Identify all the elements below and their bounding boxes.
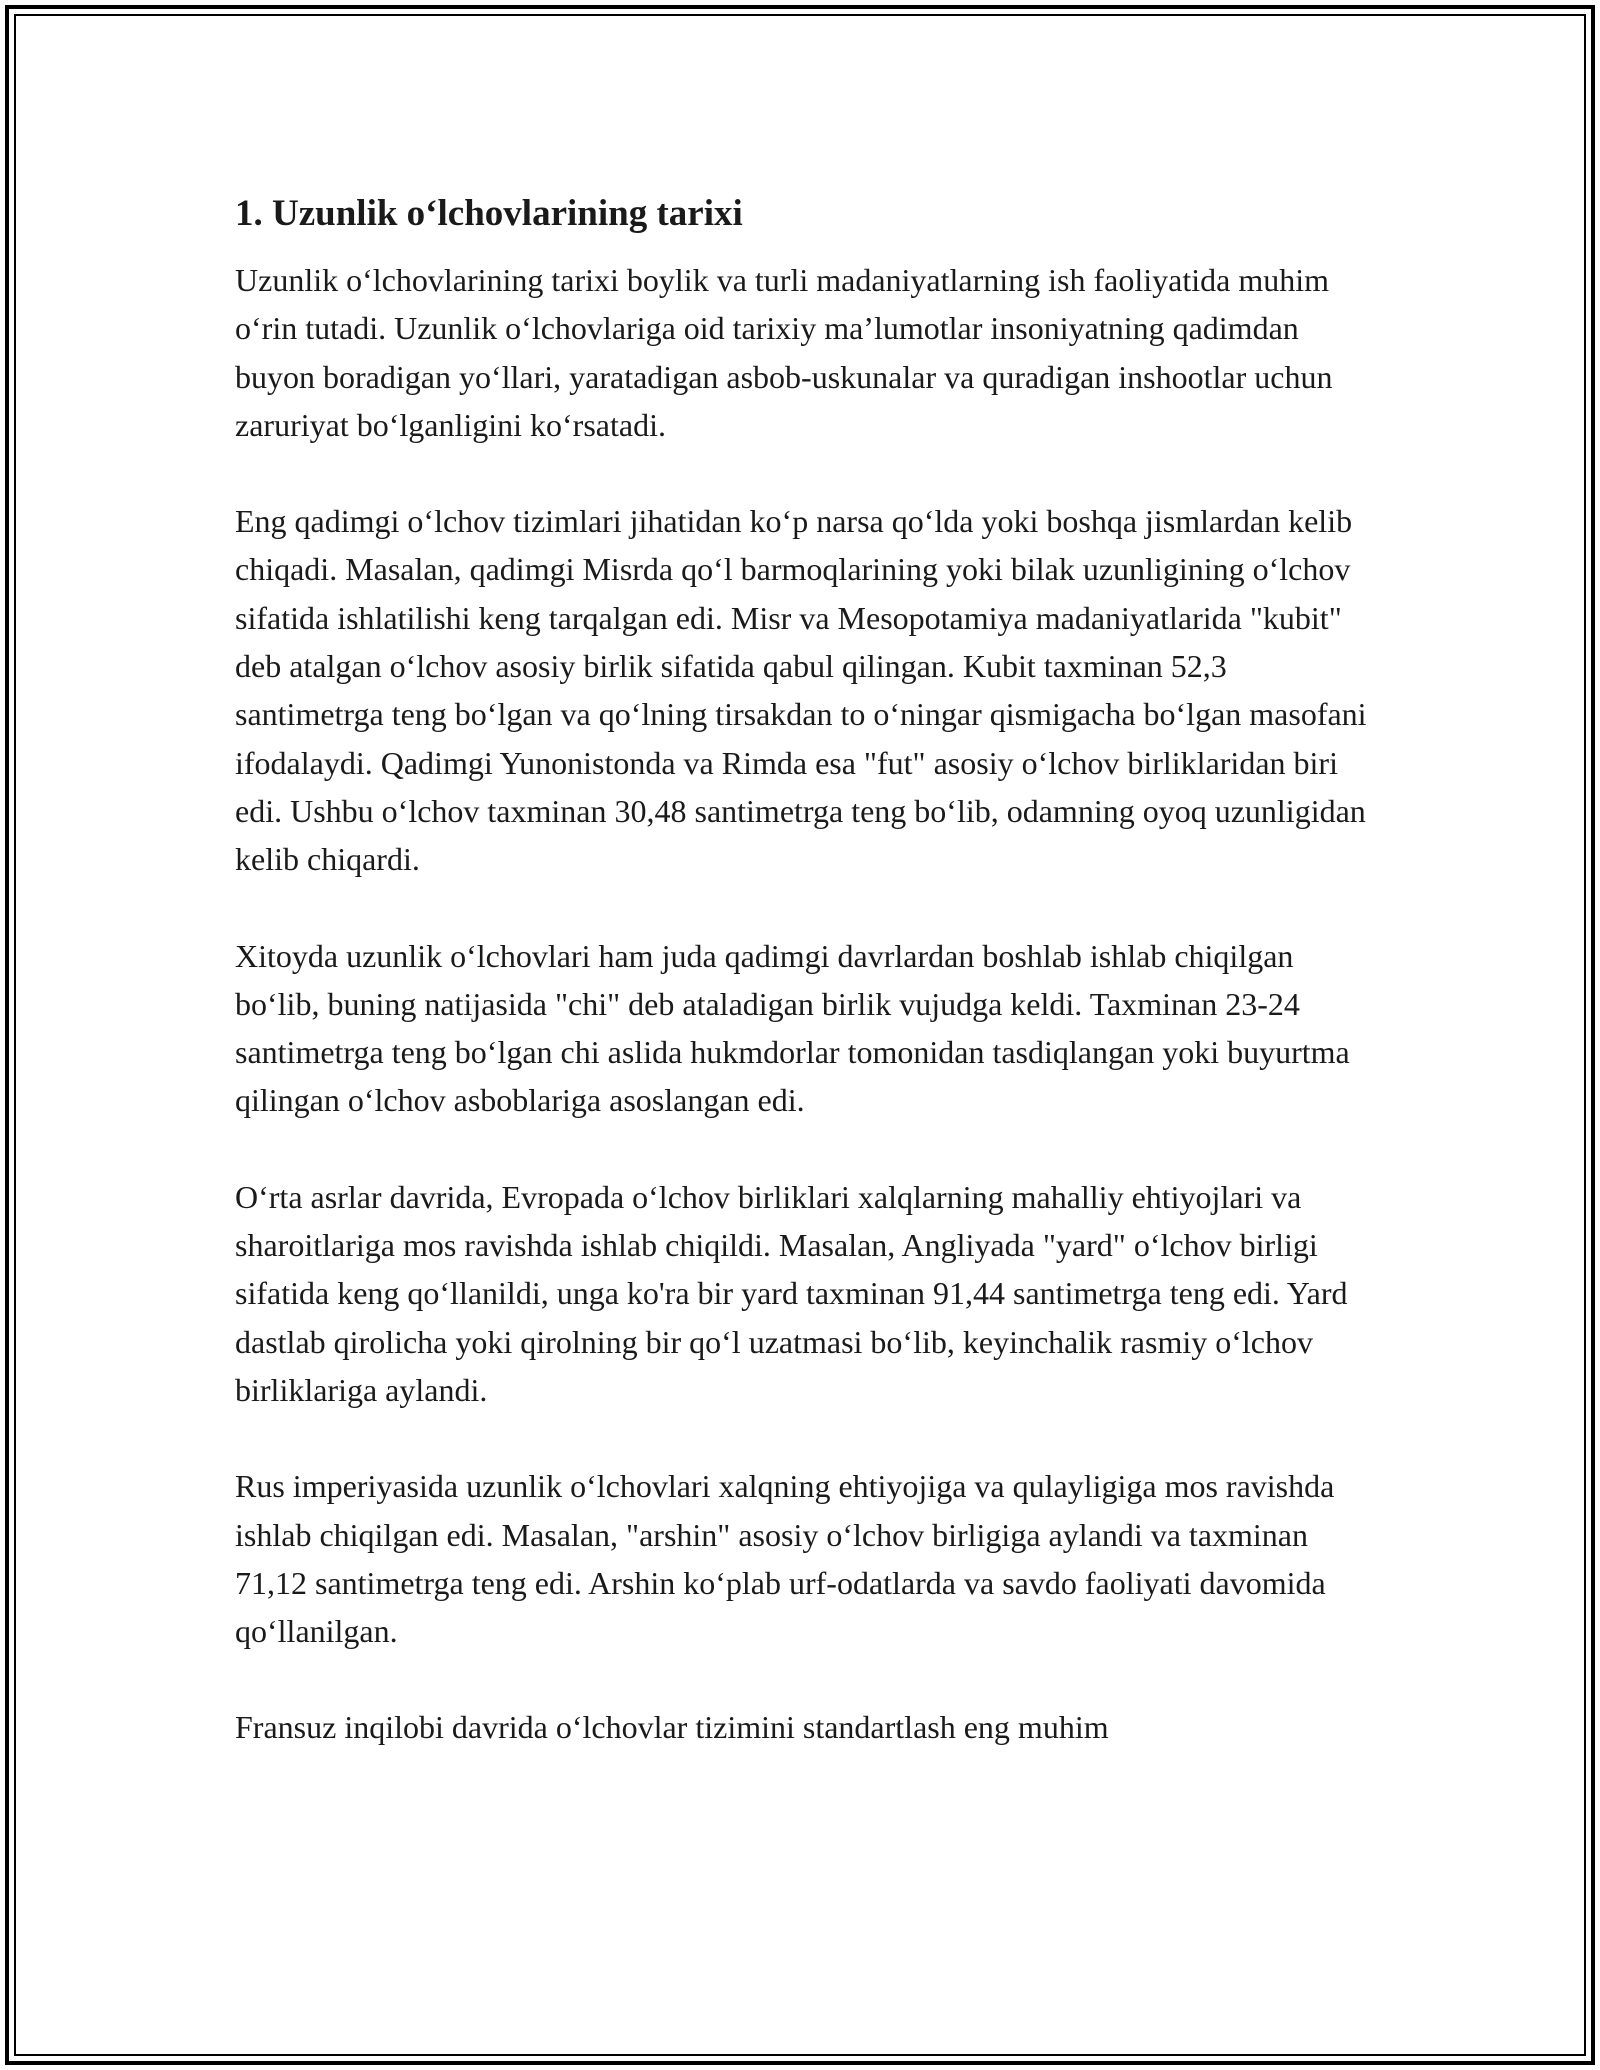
paragraph-french-revolution: Fransuz inqilobi davrida o‘lchovlar tizimini standartlash eng muhim [235, 1709, 1109, 1746]
paragraph-ancient-systems: Eng qadimgi o‘lchov tizimlari jihatidan ko‘p narsa qo‘lda yoki boshqa jismlardan kelib chiqadi. Masalan, qadimgi Misrda qo‘l barmoqlarining yoki bilak uzunligining o‘lchov sifatida ishlatilishi keng tarqalgan edi. Misr va Mesopotamiya madaniyatlarida "kubit" deb atalgan o‘lchov asosiy birlik sifatida qabul qilingan. Kubit taxminan 52,3 santimetrga teng bo‘lgan va qo‘lning tirsakdan to o‘ningar qismigacha bo‘lgan masofani ifodalaydi. Qadimgi Yunonistonda va Rimda esa "fut" asosiy o‘lchov birliklaridan biri edi. Ushbu o‘lchov taxminan 30,48 santimetrga teng bo‘lib, odamning oyoq uzunligidan kelib chiqardi. [235, 503, 1367, 878]
paragraph-intro: Uzunlik o‘lchovlarining tarixi boylik va turli madaniyatlarning ish faoliyatida muhim o‘rin tutadi. Uzunlik o‘lchovlariga oid tarixiy ma’lumotlar insoniyatning qadimdan buyon boradigan yo‘llari, yaratadigan asbob-uskunalar va quradigan inshootlar uchun zaruriyat bo‘lganligini ko‘rsatadi. [235, 262, 1333, 443]
paragraph-russia: Rus imperiyasida uzunlik o‘lchovlari xalqning ehtiyojiga va qulayligiga mos ravishda ishlab chiqilgan edi. Masalan, "arshin" asosiy o‘lchov birligiga aylandi va taxminan 71,12 santimetrga teng edi. Arshin ko‘plab urf-odatlarda va savdo faoliyati davomida qo‘llanilgan. [235, 1468, 1335, 1650]
paragraph-china: Xitoyda uzunlik o‘lchovlari ham juda qadimgi davrlardan boshlab ishlab chiqilgan bo‘lib, buning natijasida "chi" deb ataladigan birlik vujudga keldi. Taxminan 23-24 santimetrga teng bo‘lgan chi aslida hukmdorlar tomonidan tasdiqlangan yoki buyurtma qilingan o‘lchov asboblariga asoslangan edi. [235, 937, 1350, 1119]
section-heading: 1. Uzunlik o‘lchovlarining tarixi [235, 193, 743, 234]
paragraph-middle-ages: O‘rta asrlar davrida, Evropada o‘lchov birliklari xalqlarning mahalliy ehtiyojlari va sharoitlariga mos ravishda ishlab chiqildi. Masalan, Angliyada "yard" o‘lchov birligi sifatida keng qo‘llanildi, unga ko'ra bir yard taxminan 91,44 santimetrga teng edi. Yard dastlab qirolicha yoki qirolning bir qo‘l uzatmasi bo‘lib, keyinchalik rasmiy o‘lchov birliklariga aylandi. [235, 1178, 1348, 1408]
document-body [235, 190, 1375, 1800]
